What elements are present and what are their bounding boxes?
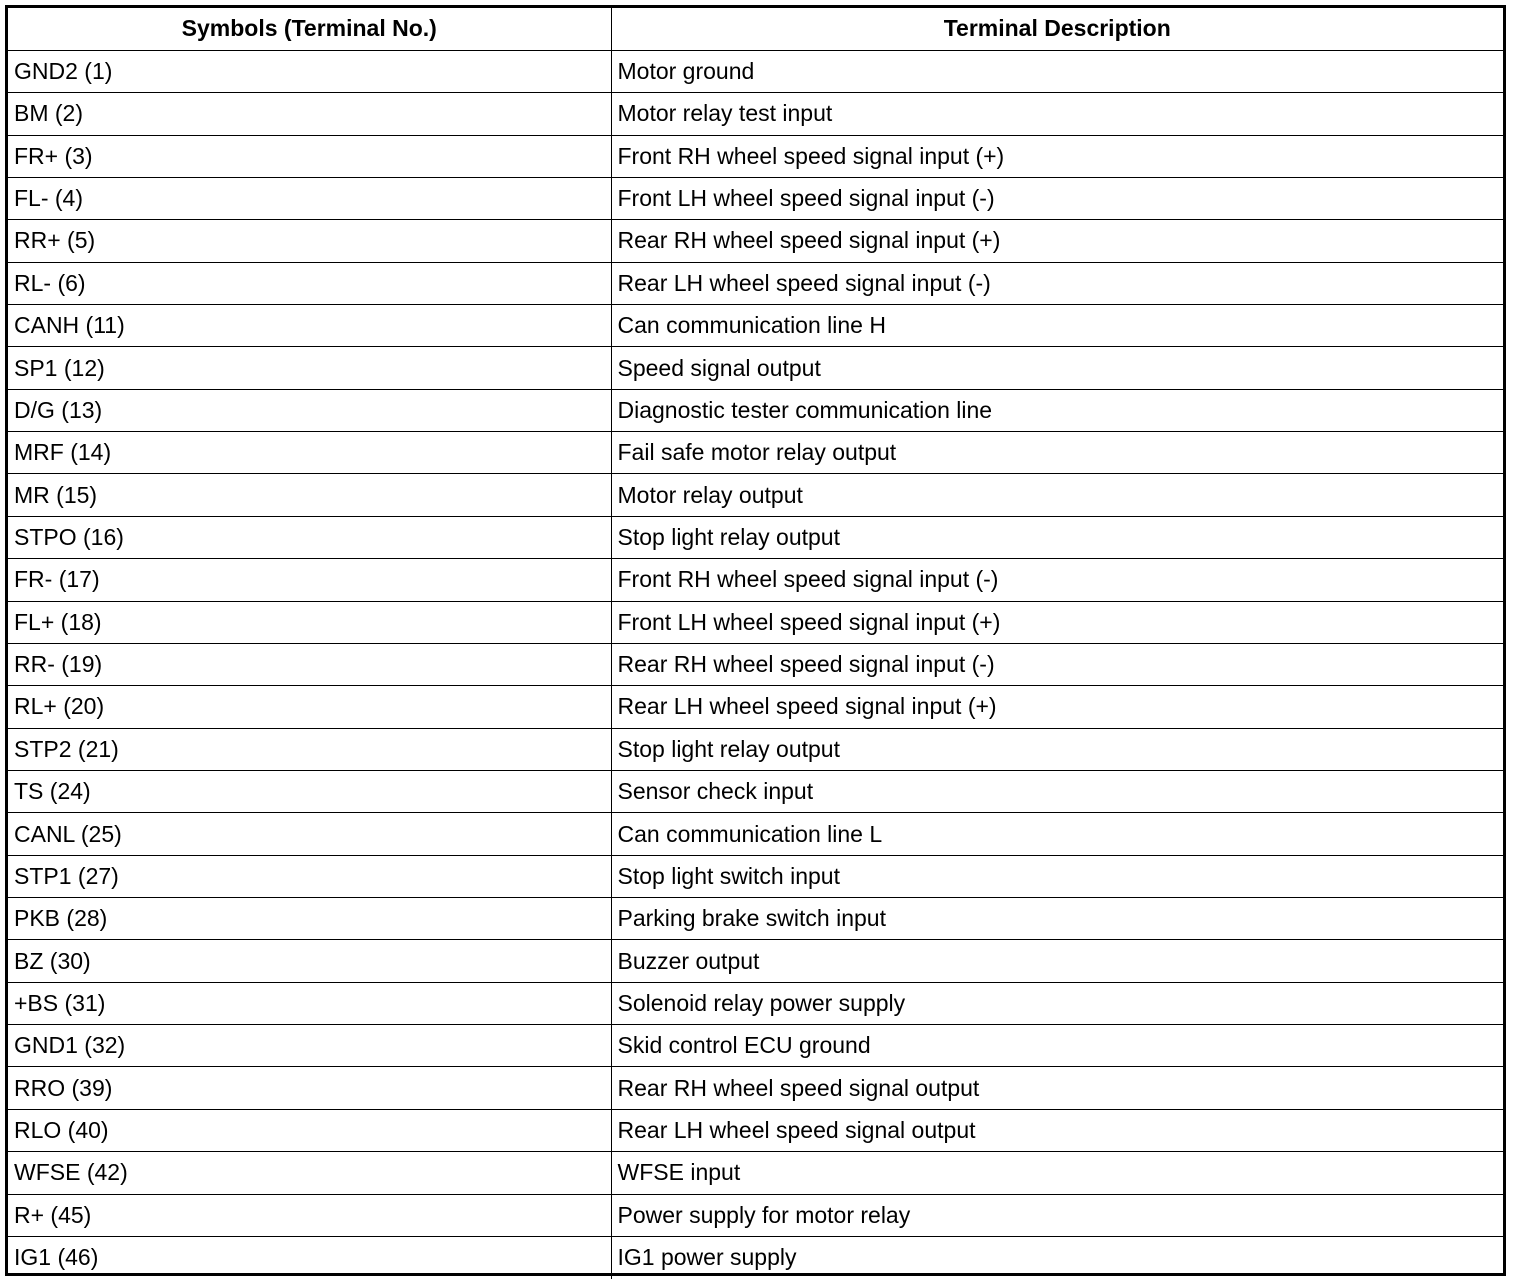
- symbol-cell: RRO (39): [8, 1067, 611, 1109]
- description-cell: Can communication line L: [611, 813, 1503, 855]
- symbol-cell: FL+ (18): [8, 601, 611, 643]
- table-row: [8, 686, 1503, 728]
- description-cell: Rear RH wheel speed signal input (+): [611, 220, 1503, 262]
- table-row: [8, 940, 1503, 982]
- table-row: [8, 1067, 1503, 1109]
- symbol-cell: D/G (13): [8, 389, 611, 431]
- symbol-cell: R+ (45): [8, 1194, 611, 1236]
- description-cell: Rear RH wheel speed signal output: [611, 1067, 1503, 1109]
- description-cell: Fail safe motor relay output: [611, 432, 1503, 474]
- description-cell: Sensor check input: [611, 770, 1503, 812]
- table-row: [8, 389, 1503, 431]
- table-row: [8, 305, 1503, 347]
- description-cell: Speed signal output: [611, 347, 1503, 389]
- symbol-cell: STP2 (21): [8, 728, 611, 770]
- symbol-cell: BM (2): [8, 93, 611, 135]
- table-row: [8, 1236, 1503, 1278]
- symbol-cell: FR+ (3): [8, 135, 611, 177]
- table-row: [8, 516, 1503, 558]
- description-cell: WFSE input: [611, 1152, 1503, 1194]
- description-cell: Front LH wheel speed signal input (+): [611, 601, 1503, 643]
- table-row: [8, 474, 1503, 516]
- description-cell: Rear LH wheel speed signal output: [611, 1109, 1503, 1151]
- table-row: [8, 813, 1503, 855]
- table-row: [8, 177, 1503, 219]
- table-row: [8, 855, 1503, 897]
- description-cell: Stop light switch input: [611, 855, 1503, 897]
- symbol-cell: GND1 (32): [8, 1025, 611, 1067]
- symbol-cell: MR (15): [8, 474, 611, 516]
- description-cell: Rear LH wheel speed signal input (-): [611, 262, 1503, 304]
- symbol-cell: FL- (4): [8, 177, 611, 219]
- symbol-cell: CANL (25): [8, 813, 611, 855]
- symbol-cell: STPO (16): [8, 516, 611, 558]
- terminal-table: [8, 8, 1503, 1279]
- header-symbols: Symbols (Terminal No.): [8, 8, 611, 50]
- symbol-cell: STP1 (27): [8, 855, 611, 897]
- description-cell: Motor ground: [611, 50, 1503, 92]
- description-cell: Motor relay test input: [611, 93, 1503, 135]
- symbol-cell: PKB (28): [8, 898, 611, 940]
- description-cell: Front RH wheel speed signal input (-): [611, 559, 1503, 601]
- description-cell: Solenoid relay power supply: [611, 982, 1503, 1024]
- symbol-cell: RR+ (5): [8, 220, 611, 262]
- table-row: [8, 50, 1503, 92]
- description-cell: Can communication line H: [611, 305, 1503, 347]
- description-cell: Parking brake switch input: [611, 898, 1503, 940]
- terminal-table-frame: [5, 5, 1506, 1276]
- table-row: [8, 93, 1503, 135]
- symbol-cell: RL- (6): [8, 262, 611, 304]
- description-cell: Front LH wheel speed signal input (-): [611, 177, 1503, 219]
- description-cell: IG1 power supply: [611, 1236, 1503, 1278]
- table-row: [8, 770, 1503, 812]
- table-row: [8, 1109, 1503, 1151]
- header-description: Terminal Description: [611, 8, 1503, 50]
- symbol-cell: FR- (17): [8, 559, 611, 601]
- table-row: [8, 262, 1503, 304]
- symbol-cell: IG1 (46): [8, 1236, 611, 1278]
- symbol-cell: BZ (30): [8, 940, 611, 982]
- symbol-cell: RL+ (20): [8, 686, 611, 728]
- table-row: [8, 643, 1503, 685]
- description-cell: Rear LH wheel speed signal input (+): [611, 686, 1503, 728]
- description-cell: Stop light relay output: [611, 516, 1503, 558]
- table-body: [8, 50, 1503, 1278]
- symbol-cell: MRF (14): [8, 432, 611, 474]
- description-cell: Front RH wheel speed signal input (+): [611, 135, 1503, 177]
- description-cell: Rear RH wheel speed signal input (-): [611, 643, 1503, 685]
- table-row: [8, 601, 1503, 643]
- symbol-cell: WFSE (42): [8, 1152, 611, 1194]
- table-row: [8, 559, 1503, 601]
- symbol-cell: RLO (40): [8, 1109, 611, 1151]
- description-cell: Stop light relay output: [611, 728, 1503, 770]
- table-row: [8, 220, 1503, 262]
- description-cell: Diagnostic tester communication line: [611, 389, 1503, 431]
- symbol-cell: +BS (31): [8, 982, 611, 1024]
- table-row: [8, 898, 1503, 940]
- table-row: [8, 432, 1503, 474]
- description-cell: Buzzer output: [611, 940, 1503, 982]
- symbol-cell: TS (24): [8, 770, 611, 812]
- symbol-cell: SP1 (12): [8, 347, 611, 389]
- table-row: [8, 1194, 1503, 1236]
- symbol-cell: GND2 (1): [8, 50, 611, 92]
- table-row: [8, 135, 1503, 177]
- table-row: [8, 728, 1503, 770]
- table-row: [8, 1025, 1503, 1067]
- description-cell: Motor relay output: [611, 474, 1503, 516]
- description-cell: Power supply for motor relay: [611, 1194, 1503, 1236]
- symbol-cell: RR- (19): [8, 643, 611, 685]
- symbol-cell: CANH (11): [8, 305, 611, 347]
- table-row: [8, 1152, 1503, 1194]
- description-cell: Skid control ECU ground: [611, 1025, 1503, 1067]
- table-header-row: [8, 8, 1503, 50]
- table-row: [8, 982, 1503, 1024]
- table-row: [8, 347, 1503, 389]
